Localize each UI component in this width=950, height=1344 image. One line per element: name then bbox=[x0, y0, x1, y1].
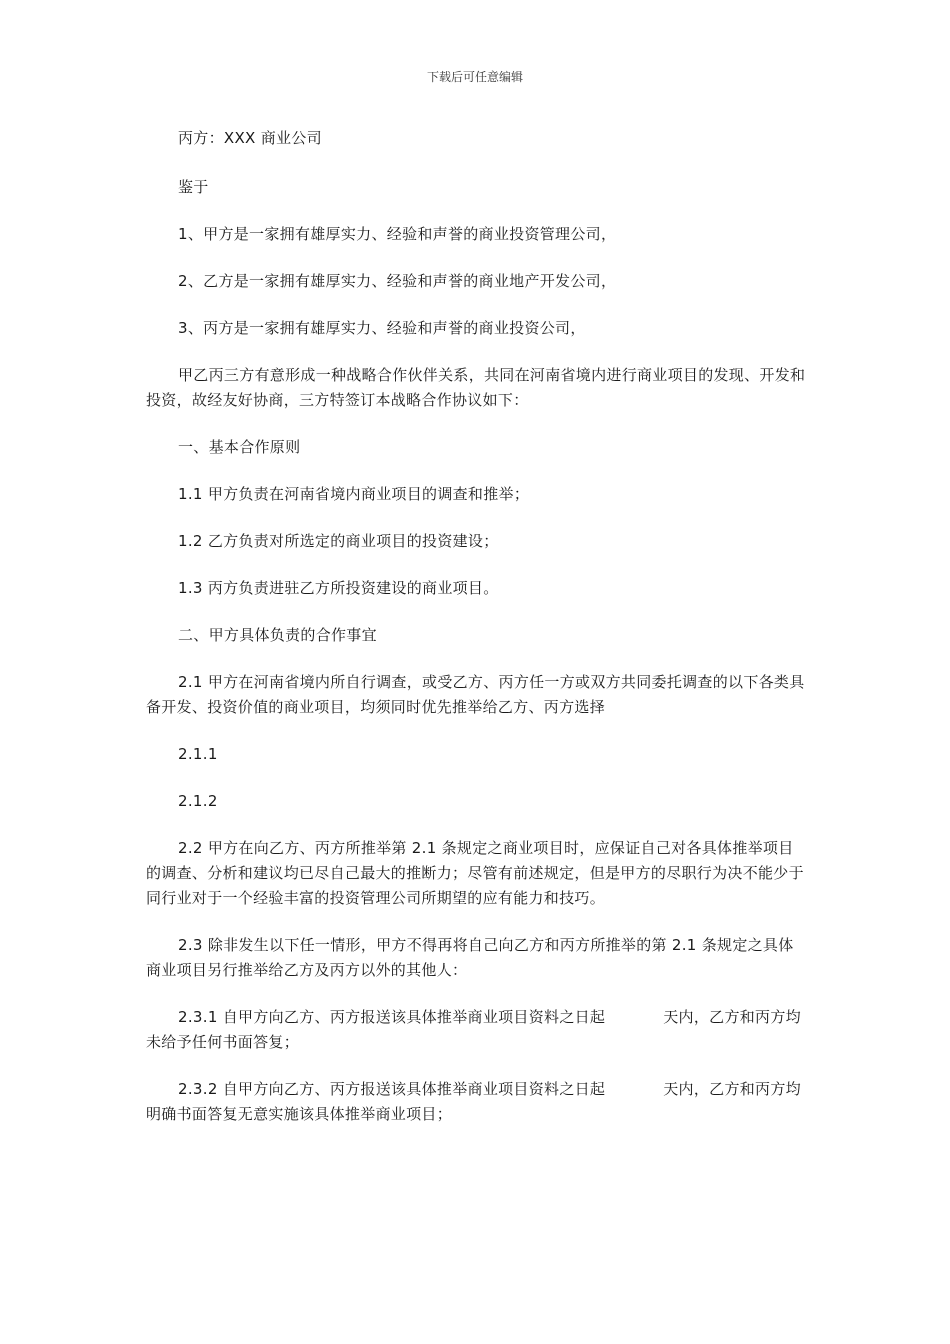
clause-2-3-1-end: 天内，乙方和丙方均未给予任何书面答复； bbox=[146, 1008, 801, 1051]
clause-1-1: 1.1 甲方负责在河南省境内商业项目的调查和推举； bbox=[178, 485, 530, 503]
recital-3: 3、丙方是一家拥有雄厚实力、经验和声誉的商业投资公司， bbox=[178, 319, 586, 337]
clause-2-3-2 bbox=[146, 1077, 806, 1127]
section-1-title: 一、基本合作原则 bbox=[178, 438, 301, 456]
clause-2-1: 2.1 甲方在河南省境内所自行调查，或受乙方、丙方任一方或双方共同委托调查的以下各类具备开发、投资价值的商业项目，均须同时优先推举给乙方、丙方选择 bbox=[146, 673, 805, 716]
recital-1: 1、甲方是一家拥有雄厚实力、经验和声誉的商业投资管理公司， bbox=[178, 225, 617, 243]
header-note: 下载后可任意编辑 bbox=[426, 70, 523, 84]
clause-2-2: 2.2 甲方在向乙方、丙方所推举第 2.1 条规定之商业项目时，应保证自己对各具体推举项目的调查、分析和建议均已尽自己最大的推断力；尽管有前述规定，但是甲方的尽职行为决不能少于同行业对于一个经验丰富的投资管理公司所期望的应有能力和技巧。 bbox=[146, 839, 804, 907]
preamble-paragraph: 甲乙丙三方有意形成一种战略合作伙伴关系，共同在河南省境内进行商业项目的发现、开发和投资，故经友好协商，三方特签订本战略合作协议如下： bbox=[146, 366, 806, 409]
clause-2-3-2-end: 天内，乙方和丙方均明确书面答复无意实施该具体推举商业项目； bbox=[146, 1080, 801, 1123]
clause-2-1-2: 2.1.2 bbox=[178, 792, 218, 810]
clause-2-3-2-start: 2.3.2 自甲方向乙方、丙方报送该具体推举商业项目资料之日起 bbox=[178, 1080, 606, 1098]
clause-2-1-1: 2.1.1 bbox=[178, 745, 218, 763]
party-c-line: 丙方：XXX 商业公司 bbox=[178, 129, 322, 147]
clause-1-2: 1.2 乙方负责对所选定的商业项目的投资建设； bbox=[178, 532, 499, 550]
clause-1-3: 1.3 丙方负责进驻乙方所投资建设的商业项目。 bbox=[178, 579, 499, 597]
document-body bbox=[146, 126, 806, 1149]
recital-2: 2、乙方是一家拥有雄厚实力、经验和声誉的商业地产开发公司， bbox=[178, 272, 617, 290]
whereas-heading: 鉴于 bbox=[178, 178, 209, 196]
section-2-title: 二、甲方具体负责的合作事宜 bbox=[178, 626, 377, 644]
clause-2-3-1 bbox=[146, 1005, 806, 1055]
clause-2-3-1-start: 2.3.1 自甲方向乙方、丙方报送该具体推举商业项目资料之日起 bbox=[178, 1008, 606, 1026]
clause-2-3: 2.3 除非发生以下任一情形，甲方不得再将自己向乙方和丙方所推举的第 2.1 条规定之具体商业项目另行推举给乙方及丙方以外的其他人： bbox=[146, 936, 794, 979]
